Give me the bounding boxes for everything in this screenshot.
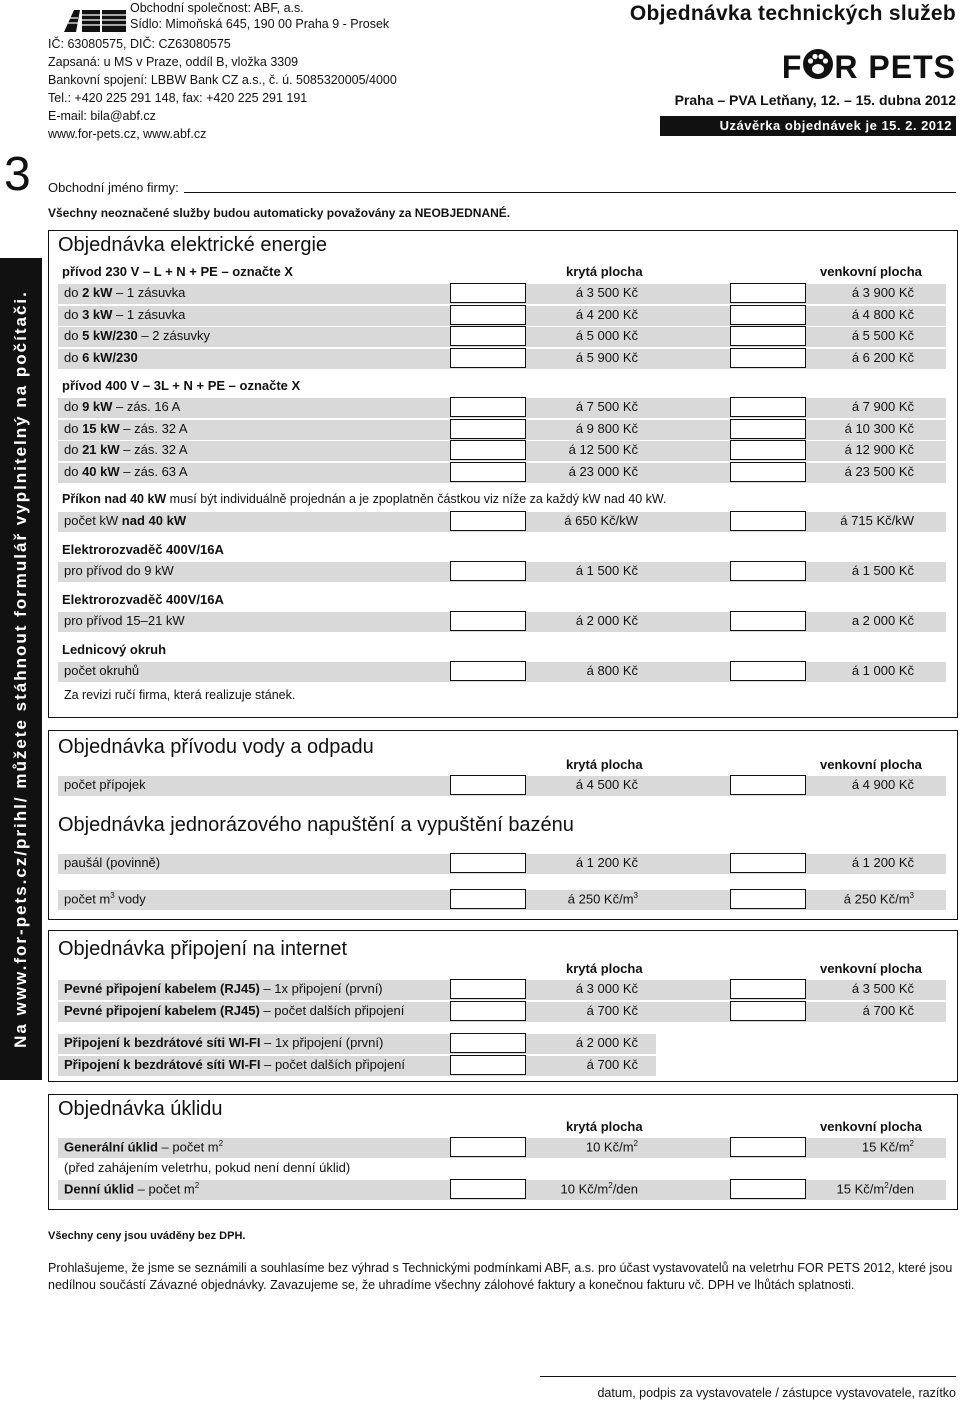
price: á 4 500 Kč bbox=[575, 777, 638, 792]
firm-name-field[interactable] bbox=[184, 178, 956, 193]
el230-covered-field[interactable] bbox=[450, 348, 526, 368]
el400-outdoor-field[interactable] bbox=[730, 397, 806, 417]
company-line: Zapsaná: u MS v Praze, oddíl B, vložka 3309 bbox=[48, 55, 299, 69]
price: á 23 000 Kč bbox=[568, 463, 638, 479]
net-label-bold: Pevné připojení kabelem (RJ45) bbox=[64, 981, 260, 996]
el230-label-bold: 6 kW/230 bbox=[82, 349, 138, 365]
price: á 700 Kč bbox=[586, 1057, 638, 1072]
price: á 250 $Kč/m^3$ bbox=[843, 891, 914, 907]
el400-label-bold: 15 kW bbox=[82, 420, 120, 436]
el230-label bbox=[64, 328, 210, 343]
el230-label-post: – 2 zásuvky bbox=[137, 328, 210, 343]
price: á 4 200 Kč bbox=[575, 306, 638, 322]
price: á 2 000 Kč bbox=[575, 613, 638, 628]
el230-label-pre: do bbox=[64, 306, 83, 322]
price: a 2 000 Kč bbox=[851, 613, 914, 628]
fridge-outdoor-field[interactable] bbox=[730, 661, 806, 681]
el400-label-post: – zás. 63 A bbox=[119, 463, 188, 479]
over40-covered-field[interactable] bbox=[450, 511, 526, 531]
net-outdoor-field[interactable] bbox=[730, 1001, 806, 1021]
net-label bbox=[64, 1003, 404, 1018]
signature-field[interactable] bbox=[540, 1376, 956, 1377]
col-outdoor: venkovní plocha bbox=[820, 961, 922, 976]
water-covered-field[interactable] bbox=[450, 775, 526, 795]
el230-label-bold: 3 kW bbox=[82, 306, 113, 322]
brand-left: F bbox=[781, 49, 803, 85]
col-outdoor: venkovní plocha bbox=[820, 757, 922, 772]
fridge-label: počet okruhů bbox=[64, 663, 140, 678]
price: á 5 500 Kč bbox=[851, 328, 914, 343]
abf-logo bbox=[62, 6, 130, 34]
price: á 1 200 Kč bbox=[575, 855, 638, 870]
price: á 700 Kč bbox=[586, 1003, 638, 1018]
page-title: Objednávka technických služeb bbox=[629, 2, 956, 25]
side-download-note: Na www.for-pets.cz/prihl/ můžete stáhnout formulář vyplnitelný na počítači. bbox=[11, 290, 30, 1048]
net-covered-field[interactable] bbox=[450, 1033, 526, 1053]
over40-outdoor-field[interactable] bbox=[730, 511, 806, 531]
el400-label-post: – zás. 16 A bbox=[112, 399, 181, 414]
for-pets-brand bbox=[782, 48, 956, 86]
price: á 7 900 Kč bbox=[851, 399, 914, 414]
general-cleaning-covered-field[interactable] bbox=[450, 1137, 526, 1157]
page-number: 3 bbox=[4, 148, 31, 201]
el400-label-pre: do bbox=[64, 463, 83, 479]
el230-covered-field[interactable] bbox=[450, 326, 526, 346]
box1-outdoor-field[interactable] bbox=[730, 561, 806, 581]
net-label-rest: – počet dalších připojení bbox=[259, 1003, 405, 1018]
general-cleaning-label: Generální úklid – počet $m^2$ bbox=[64, 1139, 224, 1155]
pool-water-covered-field[interactable] bbox=[450, 889, 526, 909]
net-label-rest: – počet dalších připojení bbox=[260, 1057, 406, 1072]
general-cleaning-note: (před zahájením veletrhu, pokud není denní úklid) bbox=[64, 1160, 351, 1175]
el400-covered-field[interactable] bbox=[450, 462, 526, 482]
firm-name-label: Obchodní jméno firmy: bbox=[48, 180, 179, 195]
price: á 800 Kč bbox=[586, 663, 638, 678]
price: á 1 500 Kč bbox=[575, 563, 638, 578]
el400-label-bold: 9 kW bbox=[82, 399, 113, 414]
box1-title: Elektrorozvaděč 400V/16A bbox=[62, 542, 224, 557]
el230-outdoor-field[interactable] bbox=[730, 348, 806, 368]
el400-label bbox=[64, 442, 188, 457]
col-covered: krytá plocha bbox=[566, 757, 643, 772]
el400-outdoor-field[interactable] bbox=[730, 462, 806, 482]
el400-label-post: – zás. 32 A bbox=[119, 442, 188, 457]
price: á 3 500 Kč bbox=[575, 285, 638, 300]
el230-label bbox=[64, 307, 185, 322]
price: á 5 900 Kč bbox=[575, 349, 638, 365]
box2-outdoor-field[interactable] bbox=[730, 611, 806, 631]
company-line: Bankovní spojení: LBBW Bank CZ a.s., č. ú. 5085320005/4000 bbox=[48, 73, 397, 87]
el400-label bbox=[64, 464, 188, 479]
declaration-text: Prohlašujeme, že jsme se seznámili a souhlasíme bez výhrad s Technickými podmínkami ABF, a.s. pro účast vystavovatelů na veletrhu FOR PETS 2012, které jsou nedílnou součástí Závazné objednávky. Zavazujeme se, že uhradíme všechny zálohové faktury a konečnou fakturu vč. DPH ve lhůtách splatnosti. bbox=[48, 1261, 953, 1292]
net-label-bold: Připojení k bezdrátové síti WI-FI bbox=[64, 1057, 261, 1072]
col-covered: krytá plocha bbox=[566, 961, 643, 976]
price: á 700 Kč bbox=[862, 1003, 914, 1018]
box2-covered-field[interactable] bbox=[450, 611, 526, 631]
price: á 3 900 Kč bbox=[851, 285, 914, 300]
price: á 10 300 Kč bbox=[844, 420, 914, 436]
paw-icon bbox=[802, 48, 834, 80]
price: 10 $Kč/m^2$ bbox=[585, 1139, 638, 1155]
company-line: Sídlo: Mimoňská 645, 190 00 Praha 9 - Prosek bbox=[130, 17, 390, 31]
col-covered: krytá plocha bbox=[566, 1119, 643, 1134]
pool-water-outdoor-field[interactable] bbox=[730, 889, 806, 909]
electric-sub-230: přívod 230 V – L + N + PE – označte X bbox=[62, 264, 293, 279]
el400-covered-field[interactable] bbox=[450, 397, 526, 417]
price: á 5 000 Kč bbox=[575, 328, 638, 343]
company-line: IČ: 63080575, DIČ: CZ63080575 bbox=[48, 37, 231, 51]
price: 15 $Kč/m^2$ bbox=[861, 1139, 914, 1155]
el400-covered-field[interactable] bbox=[450, 440, 526, 460]
price: á 3 000 Kč bbox=[575, 981, 638, 996]
el230-label-bold: 5 kW/230 bbox=[82, 328, 138, 343]
price: 15 $Kč/m^2$/den bbox=[836, 1181, 914, 1197]
net-label-rest: – 1x připojení (první) bbox=[260, 1035, 384, 1050]
over40-rest: musí být individuálně projednán a je zpoplatněn částkou viz níže za každý kW nad 40 kW. bbox=[166, 492, 667, 506]
el230-outdoor-field[interactable] bbox=[730, 283, 806, 303]
el400-covered-field[interactable] bbox=[450, 419, 526, 439]
price: á 650 Kč/kW bbox=[564, 513, 638, 528]
pool-flat-covered-field[interactable] bbox=[450, 853, 526, 873]
net-label bbox=[64, 1057, 405, 1072]
unmarked-services-note: Všechny neoznačené služby budou automaticky považovány za NEOBJEDNANÉ. bbox=[48, 206, 511, 220]
col-outdoor: venkovní plocha bbox=[820, 264, 922, 279]
box1-label: pro přívod do 9 kW bbox=[64, 563, 174, 578]
net-covered-field[interactable] bbox=[450, 979, 526, 999]
el230-label-pre: do bbox=[64, 328, 83, 343]
company-line: Tel.: +420 225 291 148, fax: +420 225 291 191 bbox=[48, 91, 308, 105]
el400-label bbox=[64, 399, 180, 414]
daily-cleaning-covered-field[interactable] bbox=[450, 1179, 526, 1199]
net-covered-field[interactable] bbox=[450, 1055, 526, 1075]
net-label-bold: Pevné připojení kabelem (RJ45) bbox=[64, 1003, 260, 1018]
el230-covered-field[interactable] bbox=[450, 305, 526, 325]
daily-cleaning-outdoor-field[interactable] bbox=[730, 1179, 806, 1199]
box2-title: Elektrorozvaděč 400V/16A bbox=[62, 592, 224, 607]
pool-flat-label: paušál (povinně) bbox=[64, 855, 161, 870]
water-title: Objednávka přívodu vody a odpadu bbox=[58, 736, 374, 758]
over40-label: počet kW nad 40 kW bbox=[64, 513, 187, 528]
col-covered: krytá plocha bbox=[566, 264, 643, 279]
brand-right: R PETS bbox=[834, 49, 956, 85]
electric-sub-400: přívod 400 V – 3L + N + PE – označte X bbox=[62, 378, 301, 393]
pool-title: Objednávka jednorázového napuštění a vypuštění bazénu bbox=[58, 814, 574, 836]
el230-outdoor-field[interactable] bbox=[730, 305, 806, 325]
el400-label bbox=[64, 421, 188, 436]
price: á 715 Kč/kW bbox=[840, 513, 914, 528]
el400-outdoor-field[interactable] bbox=[730, 440, 806, 460]
el400-label-pre: do bbox=[64, 420, 83, 436]
over40-note bbox=[62, 492, 666, 506]
price: á 12 500 Kč bbox=[568, 442, 638, 457]
pool-water-label: počet $m^3$ vody bbox=[64, 891, 146, 907]
price: á 4 900 Kč bbox=[851, 777, 914, 792]
net-outdoor-field[interactable] bbox=[730, 979, 806, 999]
el400-label-post: – zás. 32 A bbox=[119, 420, 188, 436]
net-label bbox=[64, 981, 383, 996]
price: á 250 $Kč/m^3$ bbox=[567, 891, 638, 907]
price: á 2 000 Kč bbox=[575, 1035, 638, 1050]
el230-label-post: – 1 zásuvka bbox=[112, 285, 186, 300]
company-line: www.for-pets.cz, www.abf.cz bbox=[48, 127, 207, 141]
net-label bbox=[64, 1035, 383, 1050]
el230-covered-field[interactable] bbox=[450, 283, 526, 303]
el400-label-pre: do bbox=[64, 399, 83, 414]
net-covered-field[interactable] bbox=[450, 1001, 526, 1021]
price: á 6 200 Kč bbox=[851, 349, 914, 365]
price: á 7 500 Kč bbox=[575, 399, 638, 414]
price: á 9 800 Kč bbox=[575, 420, 638, 436]
el400-label-pre: do bbox=[64, 442, 83, 457]
water-outdoor-field[interactable] bbox=[730, 775, 806, 795]
price: á 12 900 Kč bbox=[844, 442, 914, 457]
net-label-bold: Připojení k bezdrátové síti WI-FI bbox=[64, 1035, 261, 1050]
box2-label: pro přívod 15–21 kW bbox=[64, 613, 185, 628]
price: á 1 500 Kč bbox=[851, 563, 914, 578]
el230-label-bold: 2 kW bbox=[82, 285, 113, 300]
box1-covered-field[interactable] bbox=[450, 561, 526, 581]
col-outdoor: venkovní plocha bbox=[820, 1119, 922, 1134]
deadline-banner: Uzávěrka objednávek je 15. 2. 2012 bbox=[660, 116, 956, 136]
electric-title: Objednávka elektrické energie bbox=[58, 234, 328, 256]
water-label: počet přípojek bbox=[64, 777, 146, 792]
fridge-covered-field[interactable] bbox=[450, 661, 526, 681]
el400-label-bold: 40 kW bbox=[82, 463, 120, 479]
price: 10 $Kč/m^2$/den bbox=[560, 1181, 638, 1197]
el230-label-pre: do bbox=[64, 349, 83, 365]
el230-label-post: – 1 zásuvka bbox=[112, 306, 186, 322]
el230-label bbox=[64, 285, 185, 300]
pool-flat-outdoor-field[interactable] bbox=[730, 853, 806, 873]
price: á 4 800 Kč bbox=[851, 306, 914, 322]
vat-note: Všechny ceny jsou uváděny bez DPH. bbox=[48, 1230, 246, 1242]
price: á 23 500 Kč bbox=[844, 463, 914, 479]
fridge-title: Lednicový okruh bbox=[62, 642, 167, 657]
el400-label-bold: 21 kW bbox=[82, 442, 120, 457]
el230-label-pre: do bbox=[64, 285, 83, 300]
revision-note: Za revizi ručí firma, která realizuje stánek. bbox=[64, 688, 296, 702]
general-cleaning-outdoor-field[interactable] bbox=[730, 1137, 806, 1157]
price: á 1 200 Kč bbox=[851, 855, 914, 870]
net-label-rest: – 1x připojení (první) bbox=[259, 981, 383, 996]
price: á 1 000 Kč bbox=[851, 663, 914, 678]
venue-date: Praha – PVA Letňany, 12. – 15. dubna 2012 bbox=[674, 92, 956, 108]
daily-cleaning-label: Denní úklid – počet $m^2$ bbox=[64, 1181, 200, 1197]
el400-outdoor-field[interactable] bbox=[730, 419, 806, 439]
price: á 3 500 Kč bbox=[851, 981, 914, 996]
el230-outdoor-field[interactable] bbox=[730, 326, 806, 346]
company-line: E-mail: bila@abf.cz bbox=[48, 109, 156, 123]
cleaning-title: Objednávka úklidu bbox=[58, 1098, 223, 1120]
company-line: Obchodní společnost: ABF, a.s. bbox=[130, 1, 304, 15]
el230-label bbox=[64, 350, 138, 365]
internet-title: Objednávka připojení na internet bbox=[58, 938, 348, 960]
over40-bold: Příkon nad 40 kW bbox=[62, 492, 167, 506]
signature-label: datum, podpis za vystavovatele / zástupce vystavovatele, razítko bbox=[597, 1386, 956, 1400]
